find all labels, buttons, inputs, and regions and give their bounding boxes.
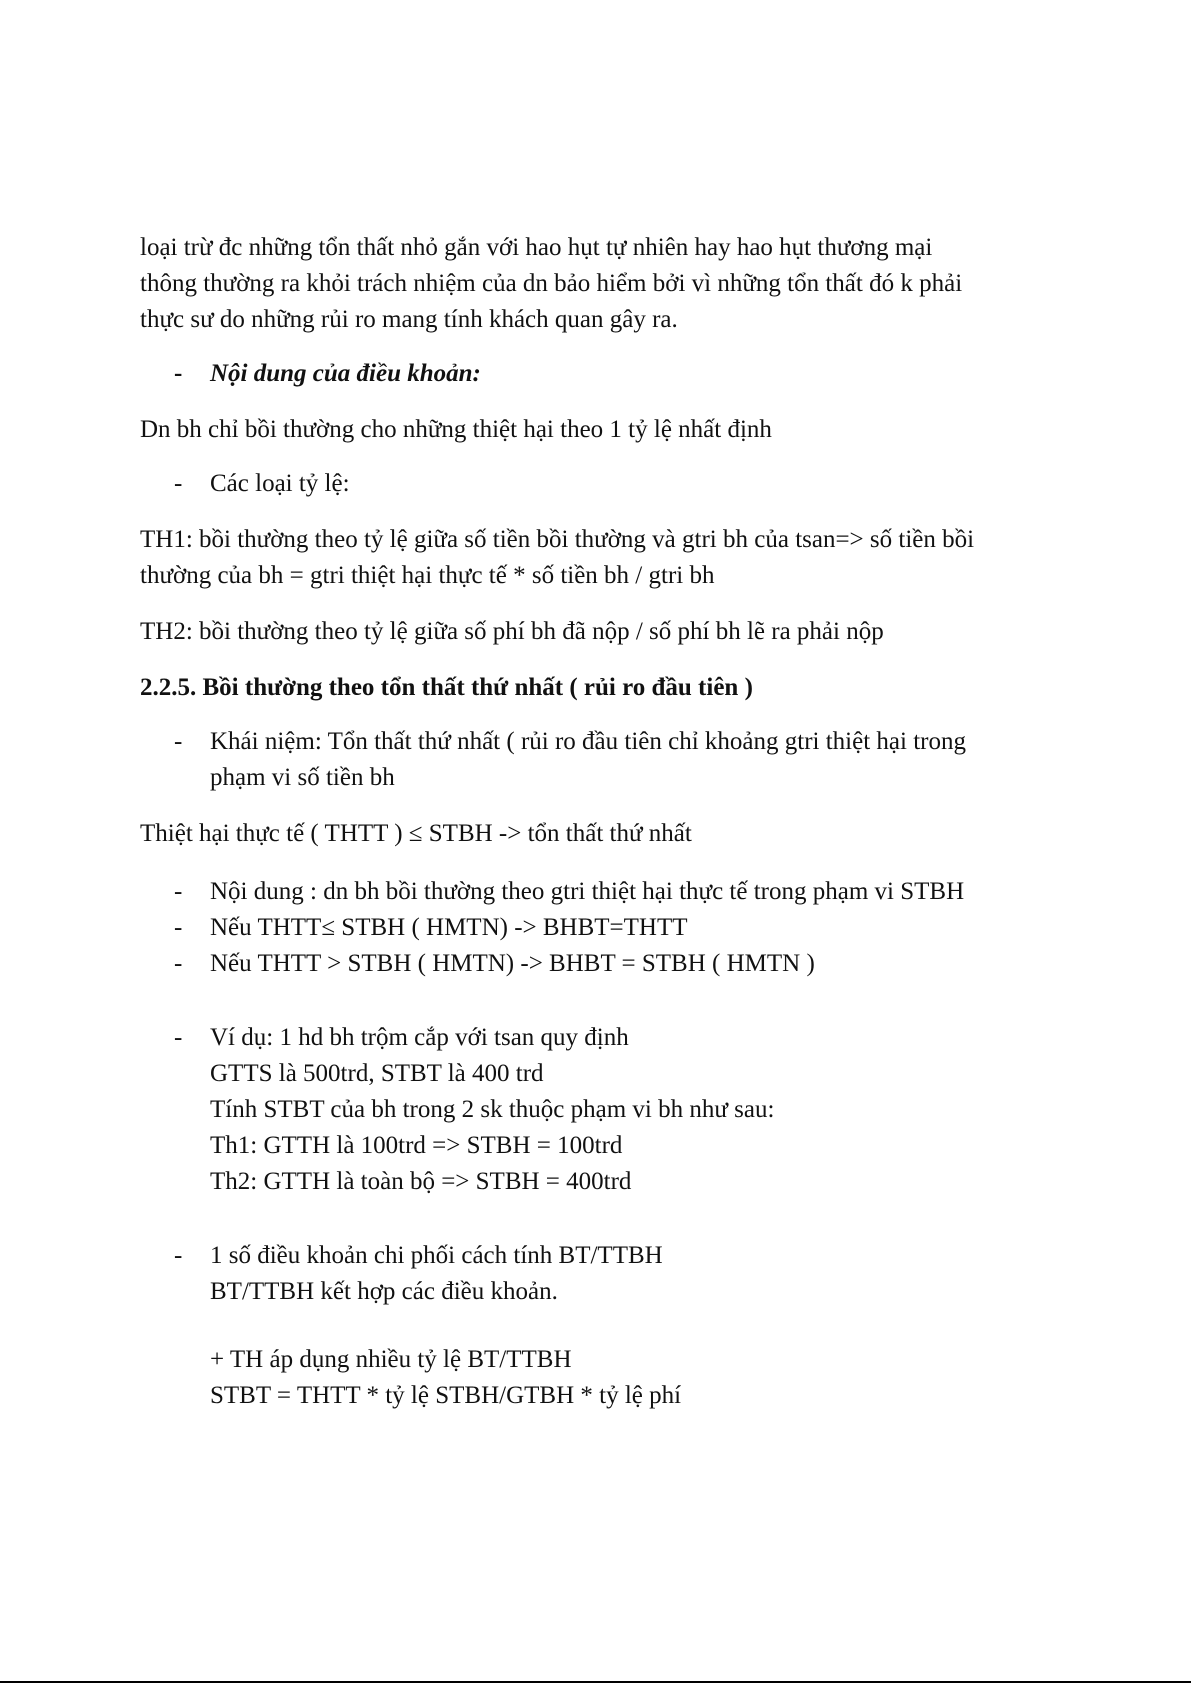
example-line: GTTS là 500trd, STBT là 400 trd — [210, 1060, 544, 1087]
example-line: Tính STBT của bh trong 2 sk thuộc phạm vi bh như sau: — [210, 1096, 775, 1123]
bullet-dash: - — [174, 1024, 183, 1051]
bullet-dash: - — [174, 914, 183, 941]
concept-line: phạm vi số tiền bh — [210, 764, 395, 791]
concept-line: Khái niệm: Tổn thất thứ nhất ( rủi ro đầu tiên chỉ khoảng gtri thiệt hại trong — [210, 728, 966, 755]
ratio-types-label: Các loại tỷ lệ: — [210, 470, 350, 497]
paragraph-line: thực sư do những rủi ro mang tính khách quan gây ra. — [140, 306, 678, 333]
section-heading: 2.2.5. Bồi thường theo tổn thất thứ nhất ( rủi ro đầu tiên ) — [140, 674, 753, 701]
case1-line: thường của bh = gtri thiệt hại thực tế * số tiền bh / gtri bh — [140, 562, 715, 589]
case2-line: TH2: bồi thường theo tỷ lệ giữa số phí bh đã nộp / số phí bh lẽ ra phải nộp — [140, 618, 884, 645]
example-line: Th2: GTTH là toàn bộ => STBH = 400trd — [210, 1168, 632, 1195]
rule-item: Nếu THTT > STBH ( HMTN) -> BHBT = STBH ( HMTN ) — [210, 950, 815, 977]
example-line: Ví dụ: 1 hd bh trộm cắp với tsan quy định — [210, 1024, 629, 1051]
formula-line: STBT = THTT * tỷ lệ STBH/GTBH * tỷ lệ phí — [210, 1382, 682, 1409]
paragraph-line: thông thường ra khỏi trách nhiệm của dn bảo hiểm bởi vì những tổn thất đó k phải — [140, 270, 963, 297]
bullet-dash: - — [174, 360, 183, 387]
bullet-dash: - — [174, 1242, 183, 1269]
bullet-dash: - — [174, 728, 183, 755]
content-text: Dn bh chỉ bồi thường cho những thiệt hại theo 1 tỷ lệ nhất định — [140, 416, 772, 443]
rule-item: Nội dung : dn bh bồi thường theo gtri thiệt hại thực tế trong phạm vi STBH — [210, 878, 965, 905]
bullet-dash: - — [174, 878, 183, 905]
combined-line: + TH áp dụng nhiều tỷ lệ BT/TTBH — [210, 1346, 572, 1373]
rule-item: Nếu THTT≤ STBH ( HMTN) -> BHBT=THTT — [210, 914, 688, 941]
clause-line: 1 số điều khoản chi phối cách tính BT/TTBH — [210, 1242, 663, 1269]
content-heading: Nội dung của điều khoản: — [210, 360, 481, 387]
bullet-dash: - — [174, 470, 183, 497]
case1-line: TH1: bồi thường theo tỷ lệ giữa số tiền bồi thường và gtri bh của tsan=> số tiền bồi — [140, 526, 975, 553]
clause-line: BT/TTBH kết hợp các điều khoản. — [210, 1278, 558, 1305]
paragraph-line: loại trừ đc những tổn thất nhỏ gắn với hao hụt tự nhiên hay hao hụt thương mại — [140, 234, 933, 261]
page-bottom-rule — [0, 1681, 1191, 1683]
bullet-dash: - — [174, 950, 183, 977]
example-line: Th1: GTTH là 100trd => STBH = 100trd — [210, 1132, 623, 1159]
condition-line: Thiệt hại thực tế ( THTT ) ≤ STBH -> tổn thất thứ nhất — [140, 820, 692, 847]
